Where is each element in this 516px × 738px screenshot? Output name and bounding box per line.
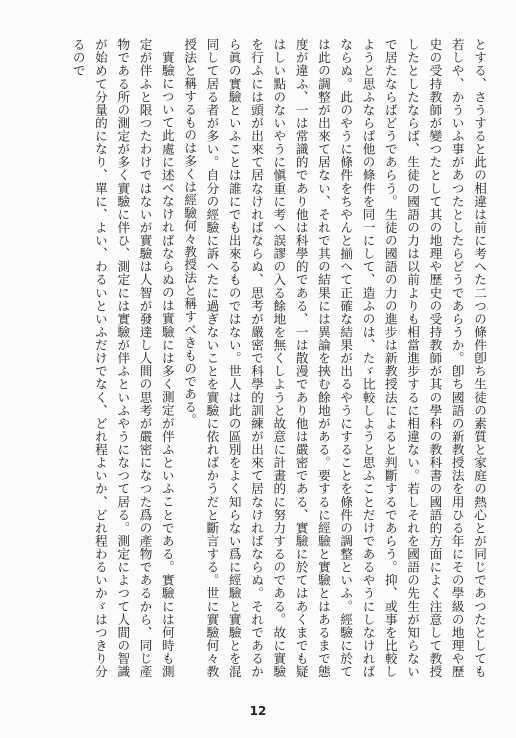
- vertical-text-body: [20, 38, 490, 678]
- paragraph-measurement: [66, 38, 177, 678]
- paragraph-text: 實驗について此處に述べなければならぬのは實驗には多く測定が伴ふといふことである。實驗には何時も測定が伴ふと限つたわけではないが實驗は人智が發達し人間の思考が嚴密になつた爲の產物であるから、同じ產物である所の測定が多く實驗に伴ひ、測定には實驗が伴ふといふやうになつて居る。測定によつて人間の智識が始めて分量的になり、單に、よい、わるいといふだけでなく、どれ程よいか、どれ程わるいかゞはつきり分るので: [70, 38, 175, 678]
- paragraph-continued: とする、さうすると此の相違は前に考へた二つの條件卽ち生徒の素質と家庭の熱心とが同じであつたとしても若しや、かういふ事があつたとしたらどうであらうか。卽ち國語の新教授法を用ひる年にその學級の地理や歷史の受持教師が變つたとして其の地理や歷史の受持教師が其の學科の教科書の國語的方面によく注意して教授したとしたならば、生徒の國語の力は以前よりも相當進步するに相違ない。若しそれを國語の先生が知らないで居たならばどうであらう。生徒の國語の力の進步は新教授法によると判斷するであらう。抑、或事を比較しようと思ふならば他の條件を同一にして、造ふのは、たゞ比較しようと思ふことだけであるやうにしなければならぬ。此のやうに條件をちやんと揃へて正確な結果が出るやうにすることを條件の調整といふ。經驗に於ては此の調整が出來て居ない、それで其の結果には異論を挾む餘地がある。要するに經驗と實驗とはあるまで態度が違ふ、一は常識的であり他は科學的である、一は散漫であり他は嚴密である、實驗に於てはあくまでも疑はしい點のないやうに愼重に考へ誤謬の入る餘地を無くしようと故意に計畫的に努力するのである。故に實驗を行ふには頭が出來て居なければならぬ、思考が嚴密で科學的訓練が出來て居なければならぬ。それであるから眞の實驗といふことは誰にでも出來るものではない。世人は此の區別をよく知らない爲に經驗と實驗とを混同して居る者が多い。自分の經驗に訴へたに過ぎないことを實驗に依ればかうだと斷言する。世に實驗何々教授法と稱するものは多くは經驗何々教授法と稱すべきものである。: [182, 38, 487, 678]
- page-number: 12: [249, 704, 267, 718]
